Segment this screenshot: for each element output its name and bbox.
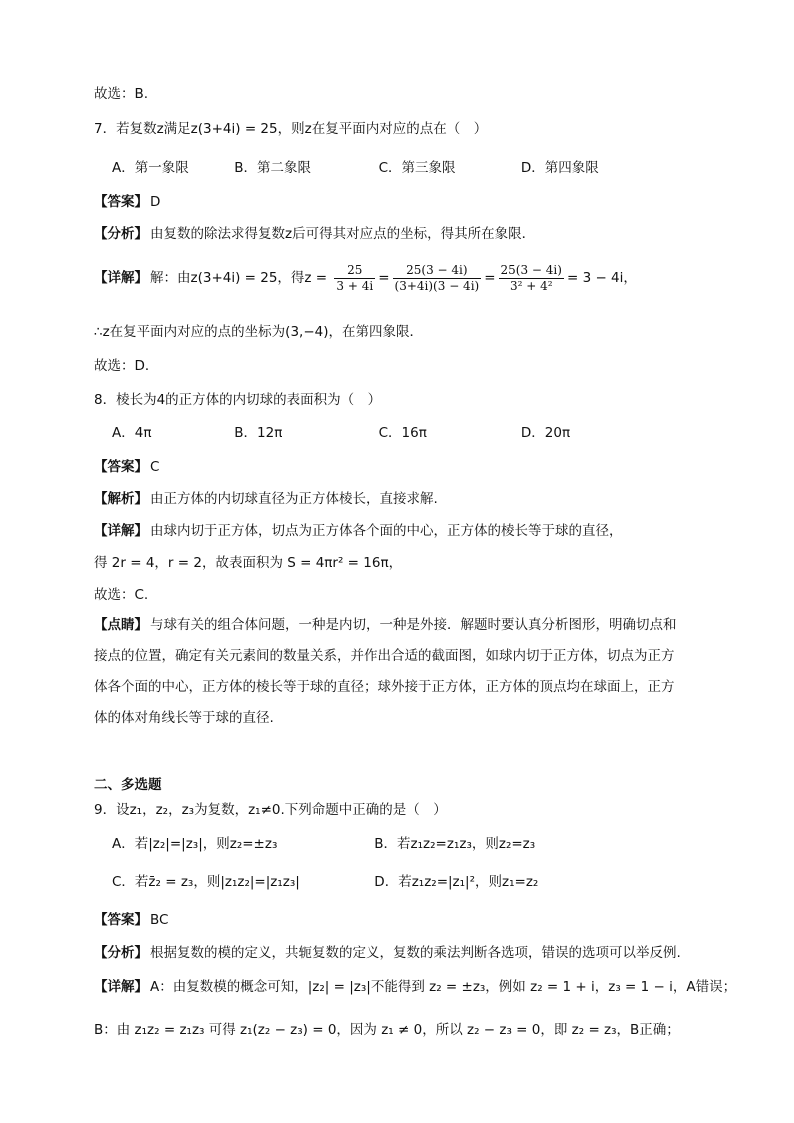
q9-stem: 9．设z₁，z₂，z₃为复数，z₁≠0.下列命题中正确的是（ ） <box>94 802 447 818</box>
detail-text: A：由复数模的概念可知，|z₂| = |z₃|不能得到 z₂ = ±z₃，例如 z₂ = 1 + i，z₃ = 1 − i，A错误； <box>150 979 737 995</box>
q6-conclusion: 故选：B. <box>94 86 149 102</box>
fraction-1: $\frac{25}{3 + 4i}$ <box>336 262 374 293</box>
q8-options <box>112 423 570 443</box>
detail-tag: 【详解】 <box>94 979 148 995</box>
answer-value: BC <box>150 912 169 928</box>
answer-value: C <box>150 459 160 475</box>
q7-point-line: ∴z在复平面内对应的点的坐标为(3,−4)，在第四象限． <box>94 324 423 340</box>
section-title: 二、多选题 <box>94 777 162 793</box>
q8-option-c[interactable]: C．16π <box>378 425 427 441</box>
answer-tag: 【答案】 <box>94 459 148 475</box>
comment-line: 接点的位置，确定有关元素间的数量关系，并作出合适的截面图，如球内切于正方体，切点为正方 <box>94 648 675 664</box>
analysis-tag: 【分析】 <box>94 945 148 961</box>
q9-option-b[interactable]: B．若z₁z₂=z₁z₃，则z₂=z₃ <box>374 836 536 852</box>
q8-option-b[interactable]: B．12π <box>234 425 283 441</box>
q8-detail <box>94 521 623 541</box>
q8-option-d[interactable]: D．20π <box>520 425 571 441</box>
comment-line: 与球有关的组合体问题，一种是内切，一种是外接．解题时要认真分析图形，明确切点和 <box>150 617 677 633</box>
q7-option-d[interactable]: D．第四象限 <box>520 160 599 176</box>
detail-tag: 【详解】 <box>94 523 148 539</box>
q8-calc: 得 2r = 4，r = 2，故表面积为 S = 4πr² = 16π， <box>94 555 403 571</box>
q7-options <box>112 158 599 178</box>
q8-answer <box>94 457 159 477</box>
q8-option-a[interactable]: A．4π <box>112 425 152 441</box>
q7-conclusion: 故选：D． <box>94 358 159 374</box>
q9-answer <box>94 910 168 930</box>
q8-analysis <box>94 489 438 509</box>
q9-detail-a <box>94 977 736 997</box>
analysis-text: 根据复数的模的定义，共轭复数的定义，复数的乘法判断各选项，错误的选项可以举反例. <box>150 945 681 961</box>
comment-line: 体的体对角线长等于球的直径. <box>94 710 274 726</box>
detail-tag: 【详解】 <box>94 270 148 286</box>
q9-option-a[interactable]: A．若|z₂|=|z₃|，则z₂=±z₃ <box>112 836 278 852</box>
q9-option-d[interactable]: D．若z₁z₂=|z₁|²，则z₁=z₂ <box>374 874 539 890</box>
analysis-text: 由复数的除法求得复数z后可得其对应点的坐标，得其所在象限． <box>150 226 536 242</box>
answer-value: D <box>150 194 161 210</box>
answer-tag: 【答案】 <box>94 912 148 928</box>
comment-tag: 【点睛】 <box>94 617 148 633</box>
q7-option-b[interactable]: B．第二象限 <box>234 160 312 176</box>
fraction-2: $\frac{25(3 - 4i)}{(3+4i)(3 - 4i)}$ <box>394 262 480 293</box>
q7-option-c[interactable]: C．第三象限 <box>378 160 456 176</box>
detail-pre: 解：由z(3+4i) = 25，得z = <box>150 270 328 286</box>
fraction-3: $\frac{25(3 - 4i)}{\text{3² + 4²}}$ <box>500 262 562 293</box>
analysis-text: 由正方体的内切球直径为正方体棱长，直接求解. <box>150 491 438 507</box>
q8-conclusion: 故选：C. <box>94 587 149 603</box>
analysis-tag: 【解析】 <box>94 491 148 507</box>
q9-detail-b: B：由 z₁z₂ = z₁z₃ 可得 z₁(z₂ − z₃) = 0，因为 z₁ ≠ 0，所以 z₂ − z₃ = 0，即 z₂ = z₃，B正确； <box>94 1022 680 1038</box>
detail-text: 由球内切于正方体，切点为正方体各个面的中心，正方体的棱长等于球的直径， <box>150 523 623 539</box>
answer-tag: 【答案】 <box>94 194 148 210</box>
q8-comment <box>94 610 704 734</box>
analysis-tag: 【分析】 <box>94 226 148 242</box>
q7-option-a[interactable]: A．第一象限 <box>112 160 189 176</box>
q9-analysis <box>94 943 681 963</box>
detail-post: = 3 − 4i， <box>566 270 637 286</box>
q7-analysis <box>94 224 535 244</box>
q9-options-row-1 <box>112 834 535 854</box>
q7-detail: 【详解】 解：由z(3+4i) = 25，得z = $\frac{25}{3 + 4i}$ = $\frac{25(3 - 4i)}{(3+4i)(3 - 4i)}$ = $\frac{25(3 - 4i)}{\text{3² + 4²}}$ = 3 − 4i， <box>94 262 637 293</box>
q7-answer <box>94 192 160 212</box>
q9-options-row-2 <box>112 872 538 892</box>
q8-stem: 8．棱长为4的正方体的内切球的表面积为（ ） <box>94 392 382 408</box>
comment-line: 体各个面的中心，正方体的棱长等于球的直径；球外接于正方体，正方体的顶点均在球面上，正方 <box>94 679 675 695</box>
q7-stem: 7．若复数z满足z(3+4i) = 25，则z在复平面内对应的点在（ ） <box>94 121 488 137</box>
q9-option-c[interactable]: C．若z̄₂ = z₃，则|z₁z₂|=|z₁z₃| <box>112 874 300 890</box>
